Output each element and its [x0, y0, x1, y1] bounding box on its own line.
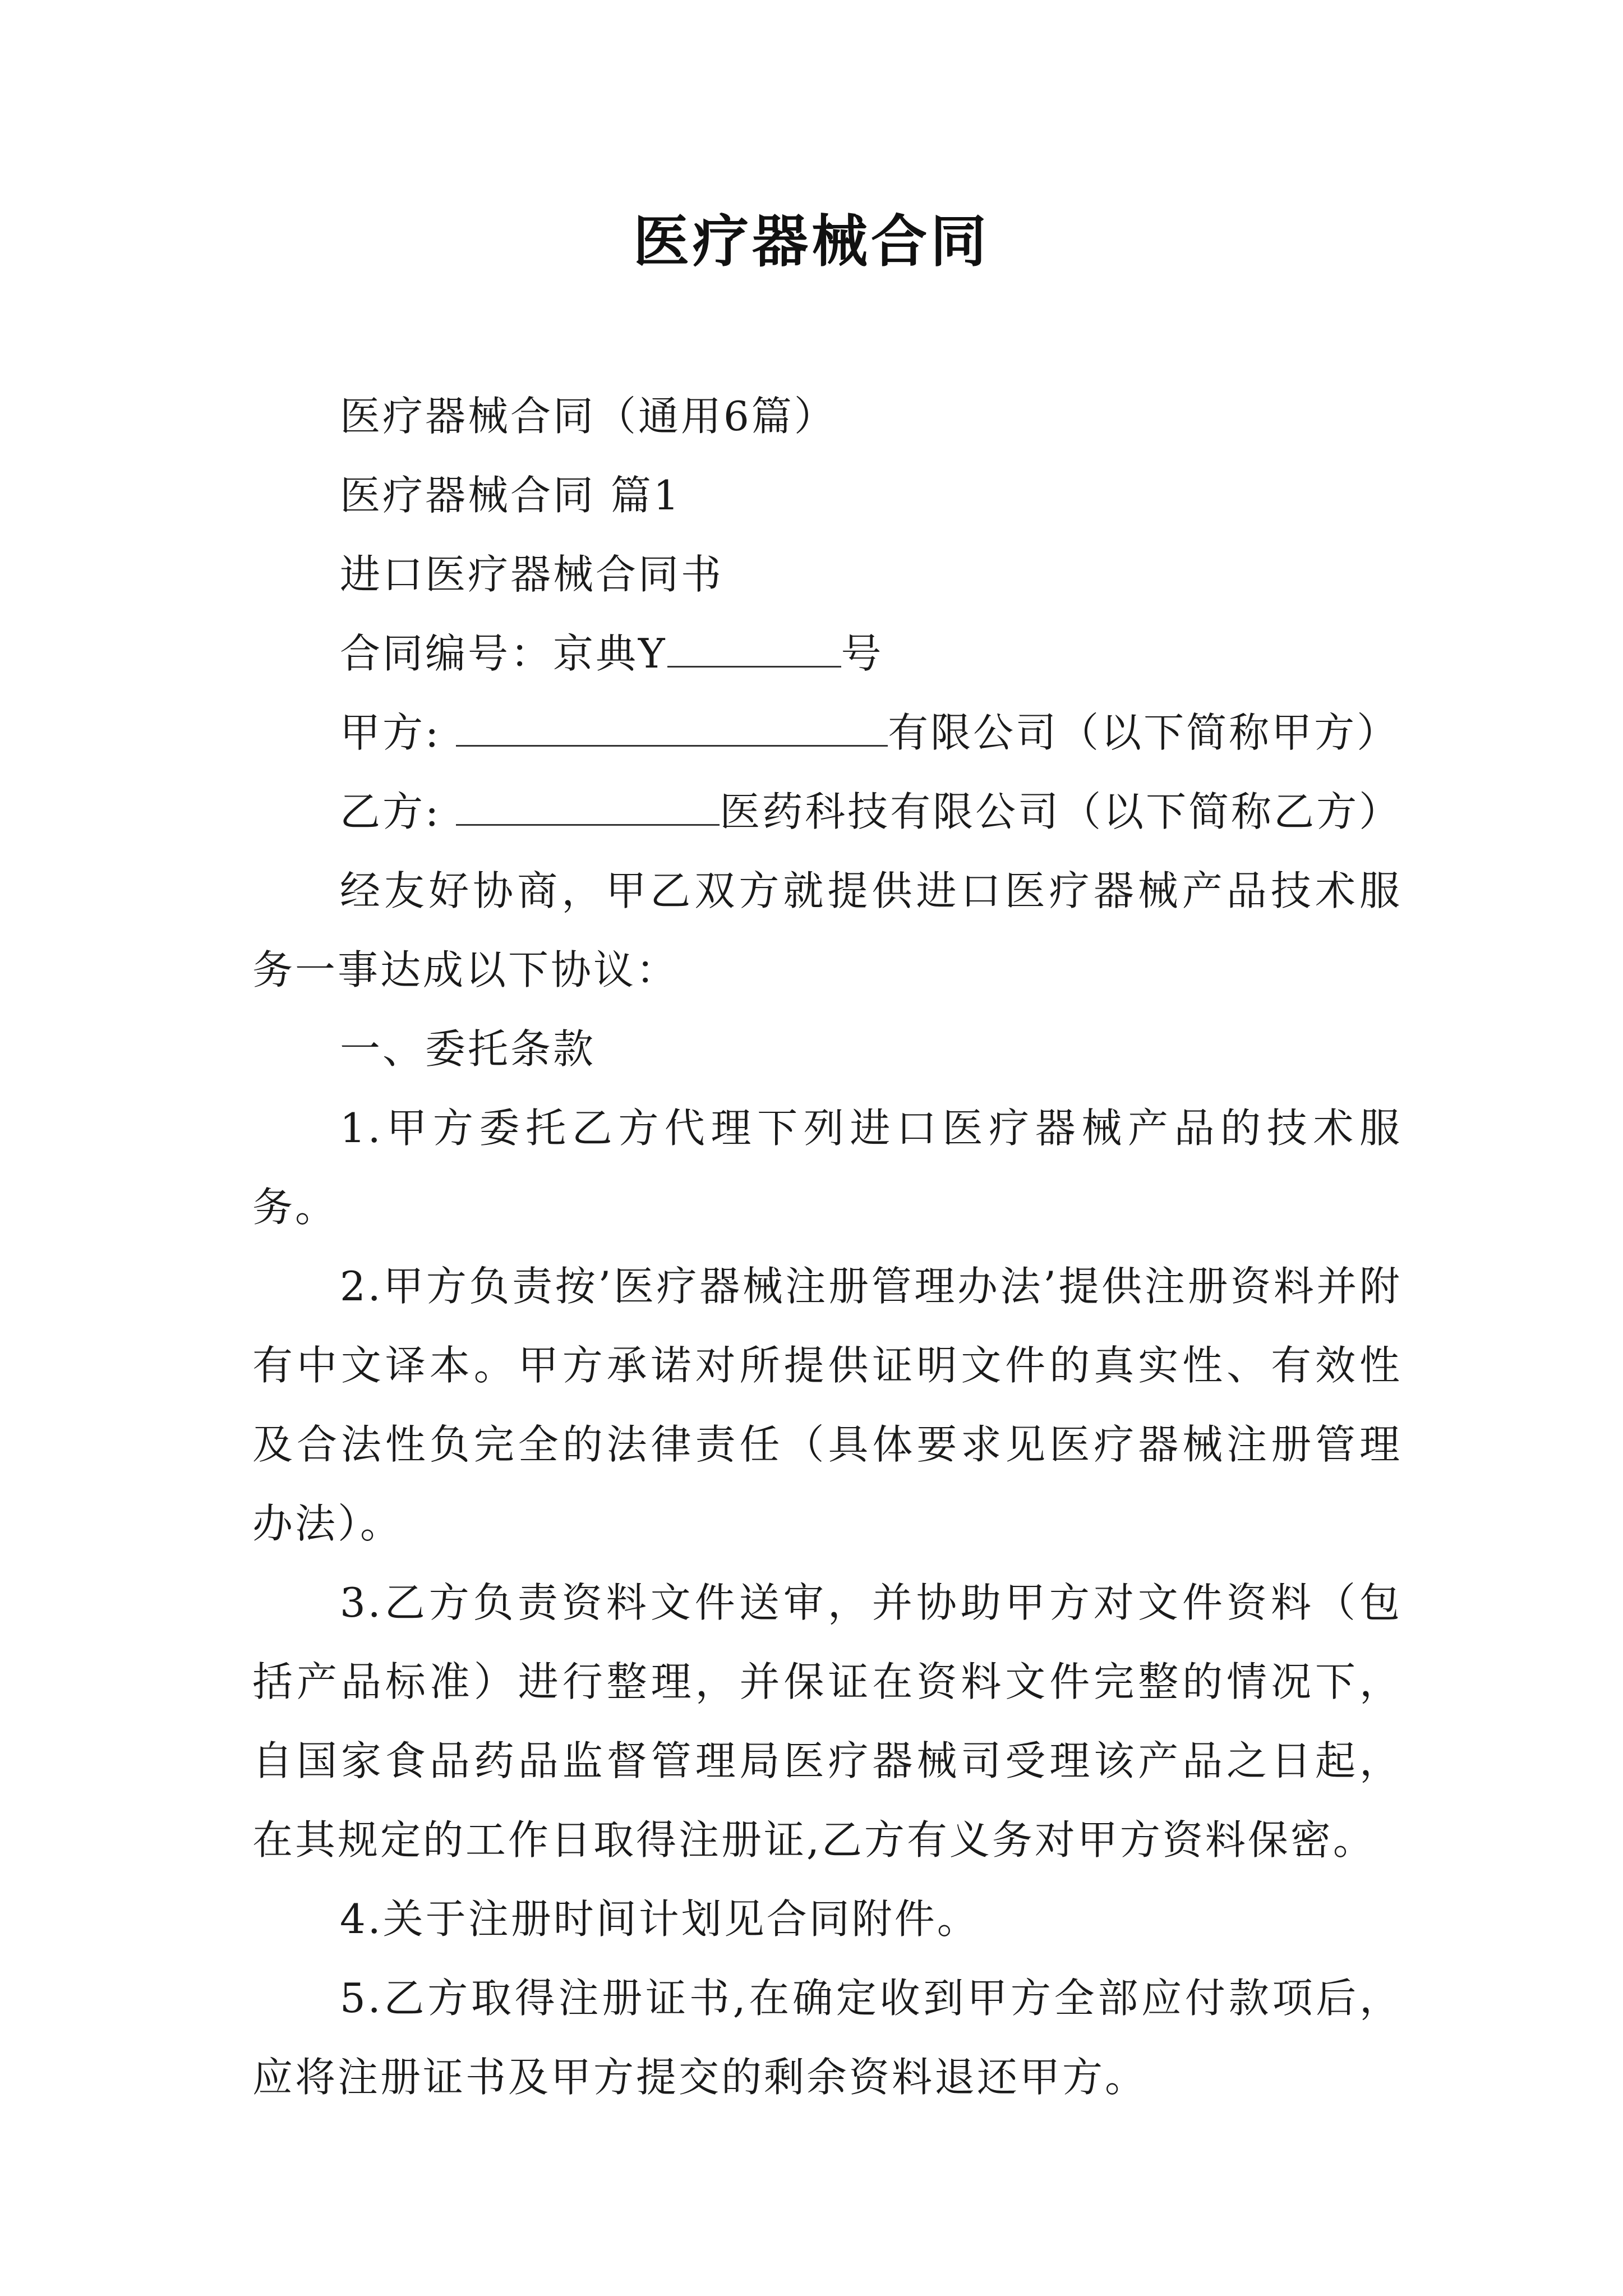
heading-contract-book: 进口医疗器械合同书	[340, 551, 724, 598]
heading-part: 医疗器械合同 篇1	[340, 472, 681, 519]
section-heading: 一、委托条款	[340, 1025, 596, 1073]
clause-2: 2.甲方负责按’医疗器械注册管理办法’提供注册资料并附有中文译本。甲方承诺对所提供证明文件的真实性、有效性及合法性负完全的法律责任（具体要求见医疗器械注册管理办法）。	[252, 1263, 1402, 1547]
intro-paragraph: 经友好协商，甲乙双方就提供进口医疗器械产品技术服务一事达成以下协议：	[252, 867, 1402, 993]
contract-number-label: 合同编号：京典Y	[340, 630, 667, 677]
contract-number-suffix: 号	[841, 630, 884, 677]
clause-1: 1.甲方委托乙方代理下列进口医疗器械产品的技术服务。	[252, 1105, 1402, 1231]
clause-4: 4.关于注册时间计划见合同附件。	[340, 1895, 980, 1943]
contract-number-line	[252, 614, 1402, 693]
document-title: 医疗器械合同	[633, 208, 990, 274]
heading-collection: 医疗器械合同（通用6篇）	[340, 393, 837, 440]
party-a-suffix: 有限公司（以下简称甲方）	[888, 709, 1400, 756]
clause-5: 5.乙方取得注册证书,在确定收到甲方全部应付款项后，应将注册证书及甲方提交的剩余资料退还甲方。	[252, 1975, 1402, 2101]
party-a-label: 甲方:	[340, 709, 441, 756]
party-b-line	[252, 772, 1402, 852]
party-a-blank	[456, 712, 888, 747]
clause-3: 3.乙方负责资料文件送审，并协助甲方对文件资料（包括产品标准）进行整理，并保证在资料文件完整的情况下，自国家食品药品监督管理局医疗器械司受理该产品之日起，在其规定的工作日取得注册证,乙方有义务对甲方资料保密。	[252, 1579, 1402, 1864]
contract-number-blank	[667, 633, 841, 668]
document-body	[252, 377, 1402, 2117]
party-b-blank	[456, 792, 720, 826]
party-b-suffix: 医药科技有限公司（以下简称乙方）	[720, 788, 1402, 835]
party-b-label: 乙方:	[340, 788, 441, 835]
party-a-line	[252, 693, 1402, 772]
